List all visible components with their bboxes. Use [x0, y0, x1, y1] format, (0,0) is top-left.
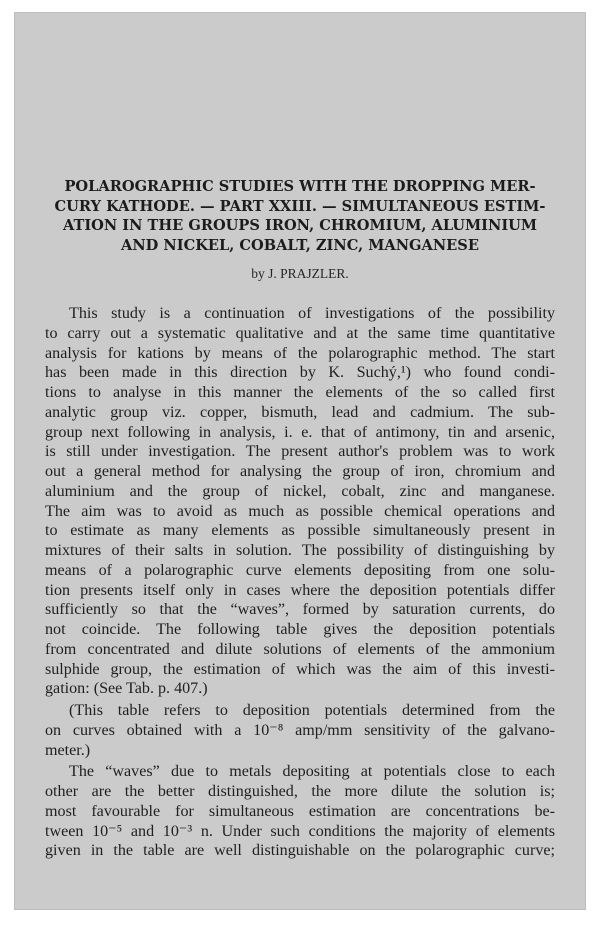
text-line: The “waves” due to metals depositing at potentials close to each [69, 763, 555, 781]
paragraph [45, 762, 555, 861]
text-line: gation: (See Tab. p. 407.) [45, 680, 208, 698]
text-line: given in the table are well distinguishable on the polarographic curve; [45, 842, 555, 860]
article-body [45, 304, 555, 861]
text-line: to estimate as many elements as possible simultaneously present in [45, 522, 555, 540]
text-line: from concentrated and dilute solutions of elements of the ammonium [45, 640, 555, 658]
text-line: not coincide. The following table gives the deposition potentials [45, 621, 555, 638]
page [14, 12, 586, 910]
text-line: other are the better distinguished, the more dilute the solution is; [45, 783, 555, 800]
text-line: sulphide group, the estimation of which was the aim of this investi- [45, 660, 555, 678]
text-line: tween 10⁻⁵ and 10⁻³ n. Under such conditions the majority of elements [45, 822, 555, 840]
text-line: on curves obtained with a 10⁻⁸ amp/mm sensitivity of the galvano- [45, 721, 555, 739]
text-line: sufficiently so that the “waves”, formed by saturation currents, do [45, 601, 555, 619]
text-line: meter.) [45, 741, 91, 759]
text-line: analytic group viz. copper, bismuth, lead and cadmium. The sub- [45, 403, 555, 421]
title-line: AND NICKEL, COBALT, ZINC, MANGANESE [121, 236, 479, 254]
text-line: aluminium and the group of nickel, cobalt, zinc and manganese. [45, 482, 555, 500]
article-title [34, 177, 566, 255]
text-line: tion presents itself only in cases where the deposition potentials differ [45, 581, 555, 599]
paragraph [45, 701, 555, 760]
text-line: means of a polarographic curve elements depositing from one solu- [45, 561, 555, 579]
title-line: ATION IN THE GROUPS IRON, CHROMIUM, ALUMINIUM [62, 217, 538, 234]
text-line: is still under investigation. The present author's problem was to work [45, 443, 555, 461]
text-line: out a general method for analysing the group of iron, chromium and [45, 463, 555, 480]
text-line: tions to analyse in this manner the elements of the so called first [45, 384, 555, 401]
text-line: (This table refers to deposition potentials determined from the [69, 702, 555, 719]
text-line: The aim was to avoid as much as possible chemical operations and [45, 502, 555, 520]
text-line: most favourable for simultaneous estimation are concentrations be- [45, 802, 555, 820]
text-line: group next following in analysis, i. e. that of antimony, tin and arsenic, [45, 423, 555, 441]
text-line: to carry out a systematic qualitative and at the same time quantitative [45, 324, 555, 342]
title-line: CURY KATHODE. — PART XXIII. — SIMULTANEOUS ESTIM- [54, 197, 546, 215]
title-line: POLAROGRAPHIC STUDIES WITH THE DROPPING MER- [64, 178, 536, 195]
text-line: analysis for kations by means of the polarographic method. The start [45, 344, 555, 362]
paragraph [45, 304, 555, 699]
text-line: has been made in this direction by K. Suchý,¹) who found condi- [45, 364, 555, 382]
text-line: This study is a continuation of investigations of the possibility [69, 305, 555, 322]
text-line: mixtures of their salts in solution. The possibility of distinguishing by [45, 542, 555, 559]
author-byline: by J. PRAJZLER. [251, 266, 349, 281]
